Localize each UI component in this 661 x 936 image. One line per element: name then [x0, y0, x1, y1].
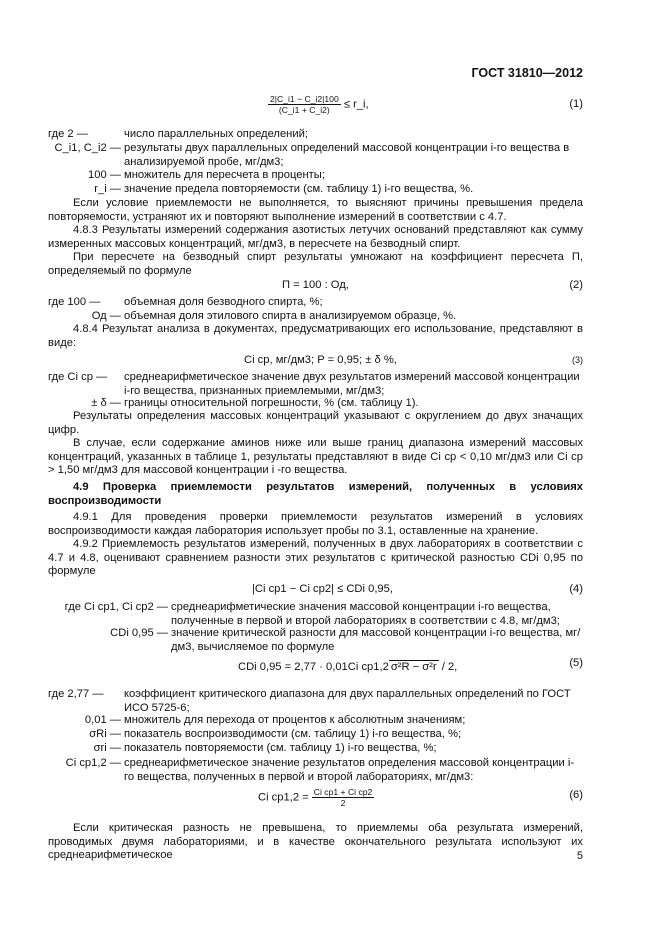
paragraph: 4.8.4 Результат анализа в документах, предусматривающих его использование, представляют в виде: [48, 323, 583, 349]
definition-symbol: 0,01 — [84, 714, 121, 726]
definition-text: значение критической разности для массовой концентрации i-го вещества, мг/дм3, вычисляемое по формуле [171, 627, 581, 653]
formula-rhs: ≤ r_i, [343, 98, 369, 111]
formula-2: П = 100 : Од, [282, 279, 349, 291]
paragraph: Результаты определения массовых концентраций указывают с округлением до двух значащих цифр. [48, 410, 583, 436]
definition-symbol: CDi 0,95 — [110, 627, 168, 639]
denominator: 2 [340, 798, 346, 808]
definition [48, 128, 583, 142]
fraction [268, 94, 341, 115]
numerator: 2|C_i1 − C_i2|100 [270, 94, 339, 104]
paragraph: При пересчете на безводный спирт результаты умножают на коэффициент пересчета П, определяемый по формуле [48, 251, 583, 277]
formula-6 [258, 787, 374, 808]
section-heading: 4.9 Проверка приемлемости результатов измерений, полученных в условиях воспроизводимости [48, 481, 583, 507]
standard-header: ГОСТ 31810—2012 [471, 66, 583, 80]
definition-symbol: r_i — [94, 183, 121, 195]
definition-text: среднеарифметическое значение двух результатов измерений массовой концентрации i-го вещества, признанных приемлемыми, мг/дм3; [124, 371, 580, 397]
definition [48, 183, 583, 197]
definition-text: объемная доля безводного спирта, %; [124, 296, 323, 308]
formula-lhs: Ci ср1,2 = [258, 791, 309, 804]
definition-text: множитель для перехода от процентов к абсолютным значениям; [124, 714, 466, 726]
formula-3: Ci ср, мг/дм3; P = 0,95; ± δ %, [244, 354, 397, 366]
definition-symbol: C_i1, C_i2 — [54, 142, 121, 154]
definition [48, 728, 583, 742]
definition-text: показатель повторяемости (см. таблицу 1) i-го вещества, %; [124, 742, 437, 754]
denominator: (C_i1 + C_i2) [278, 105, 330, 115]
definition [48, 627, 583, 655]
definition-symbol: где Ci ср1, Ci ср2 — [64, 601, 168, 613]
fraction [312, 787, 375, 808]
definition [48, 757, 583, 785]
definition-text: значение предела повторяемости (см. таблицу 1) i-го вещества, %. [124, 183, 474, 195]
equation-number: (5) [569, 657, 583, 669]
definition [48, 296, 583, 310]
definition-symbol: σri — [93, 742, 121, 754]
definition-text: показатель воспроизводимости (см. таблицу 1) i-го вещества, %; [124, 728, 462, 740]
paragraph: 4.8.3 Результаты измерений содержания азотистых летучих оснований представляют как сумму измеренных массовых концентраций, мг/дм3, в пересчете на безводный спирт. [48, 224, 583, 250]
definition-text: границы относительной погрешности, % (см. таблицу 1). [124, 397, 419, 409]
definition-text: коэффициент критического диапазона для двух параллельных определений по ГОСТ ИСО 5725-6; [124, 688, 571, 714]
definition [48, 169, 583, 183]
paragraph: В случае, если содержание аминов ниже или выше границ диапазона измерений массовых концентраций, указанных в таблице 1, результаты представляют в виде Ci ср < 0,10 мг/дм3 или Ci ср > 1,50 мг/дм3 для массовой концентрации i -го вещества. [48, 437, 583, 477]
definition-symbol: где 100 — [48, 296, 101, 308]
equation-number: (2) [569, 279, 583, 291]
definition-symbol: ± δ — [91, 397, 121, 409]
equation-number: (4) [569, 583, 583, 595]
equation-number: (1) [569, 98, 583, 110]
definition-symbol: где 2 — [48, 128, 88, 140]
definition-symbol: где Ci ср — [48, 371, 108, 383]
equation-number: (3) [572, 355, 583, 365]
definition-symbol: Од — [91, 310, 121, 322]
radical: σ²R − σ²r [390, 661, 437, 673]
definition [48, 142, 583, 170]
definition [48, 371, 583, 399]
definition-text: множитель для пересчета в проценты; [124, 169, 325, 181]
definition-text: среднеарифметические значения массовой концентрации i-го вещества, полученные в первой и второй лабораториях в соответствии с 4.8, мг/дм3; [171, 601, 560, 627]
definition-text: среднеарифметическое значение результатов определения массовой концентрации i-го вещества, полученных в первой и второй лабораториях, мг/дм3: [124, 757, 575, 783]
equation-number: (6) [569, 789, 583, 801]
formula-tail: / 2, [438, 661, 458, 673]
formula-1 [268, 94, 369, 115]
paragraph: Если условие приемлемости не выполняется, то выясняют причины превышения предела повторяемости, устраняют их и повторяют выполнение измерений в соответствии с 4.7. [48, 197, 583, 223]
definition-symbol: σRi — [89, 728, 121, 740]
definition-text: число параллельных определений; [124, 128, 308, 140]
formula-5 [238, 660, 457, 675]
definition-symbol: 100 — [88, 169, 121, 181]
definition-text: результаты двух параллельных определений массовой концентрации i-го вещества в анализируемой пробе, мг/дм3; [124, 142, 570, 168]
formula-lhs: CDi 0,95 = 2,77 · 0,01Ci ср1,2 [238, 661, 389, 673]
definition-text: объемная доля этилового спирта в анализируемом образце, %. [124, 310, 457, 322]
paragraph: 4.9.1 Для проведения проверки приемлемости результатов измерений в условиях воспроизводимости каждая лаборатория использует пробы по 3.1, оставленные на хранение. [48, 511, 583, 537]
paragraph: 4.9.2 Приемлемость результатов измерений, полученных в двух лабораториях в соответствии с 4.7 и 4.8, оценивают сравнением разности этих результатов с критической разностью CDi 0,95 по формуле [48, 538, 583, 578]
page-number: 5 [576, 850, 583, 862]
definition [48, 601, 583, 629]
definition [48, 310, 583, 324]
definition-symbol: Ci ср1,2 — [65, 757, 121, 769]
definition [48, 742, 583, 756]
formula-4: |Ci ср1 − Ci ср2| ≤ CDi 0,95, [252, 583, 393, 595]
numerator: Ci ср1 + Ci ср2 [313, 787, 373, 797]
definition [48, 714, 583, 728]
definition-symbol: где 2,77 — [48, 688, 104, 700]
definition [48, 688, 583, 716]
definition [48, 397, 583, 411]
paragraph: Если критическая разность не превышена, то приемлемы оба результата измерений, проводимых двумя лабораториями, и в качестве окончательного результата используют их среднеарифметическое [48, 822, 583, 862]
